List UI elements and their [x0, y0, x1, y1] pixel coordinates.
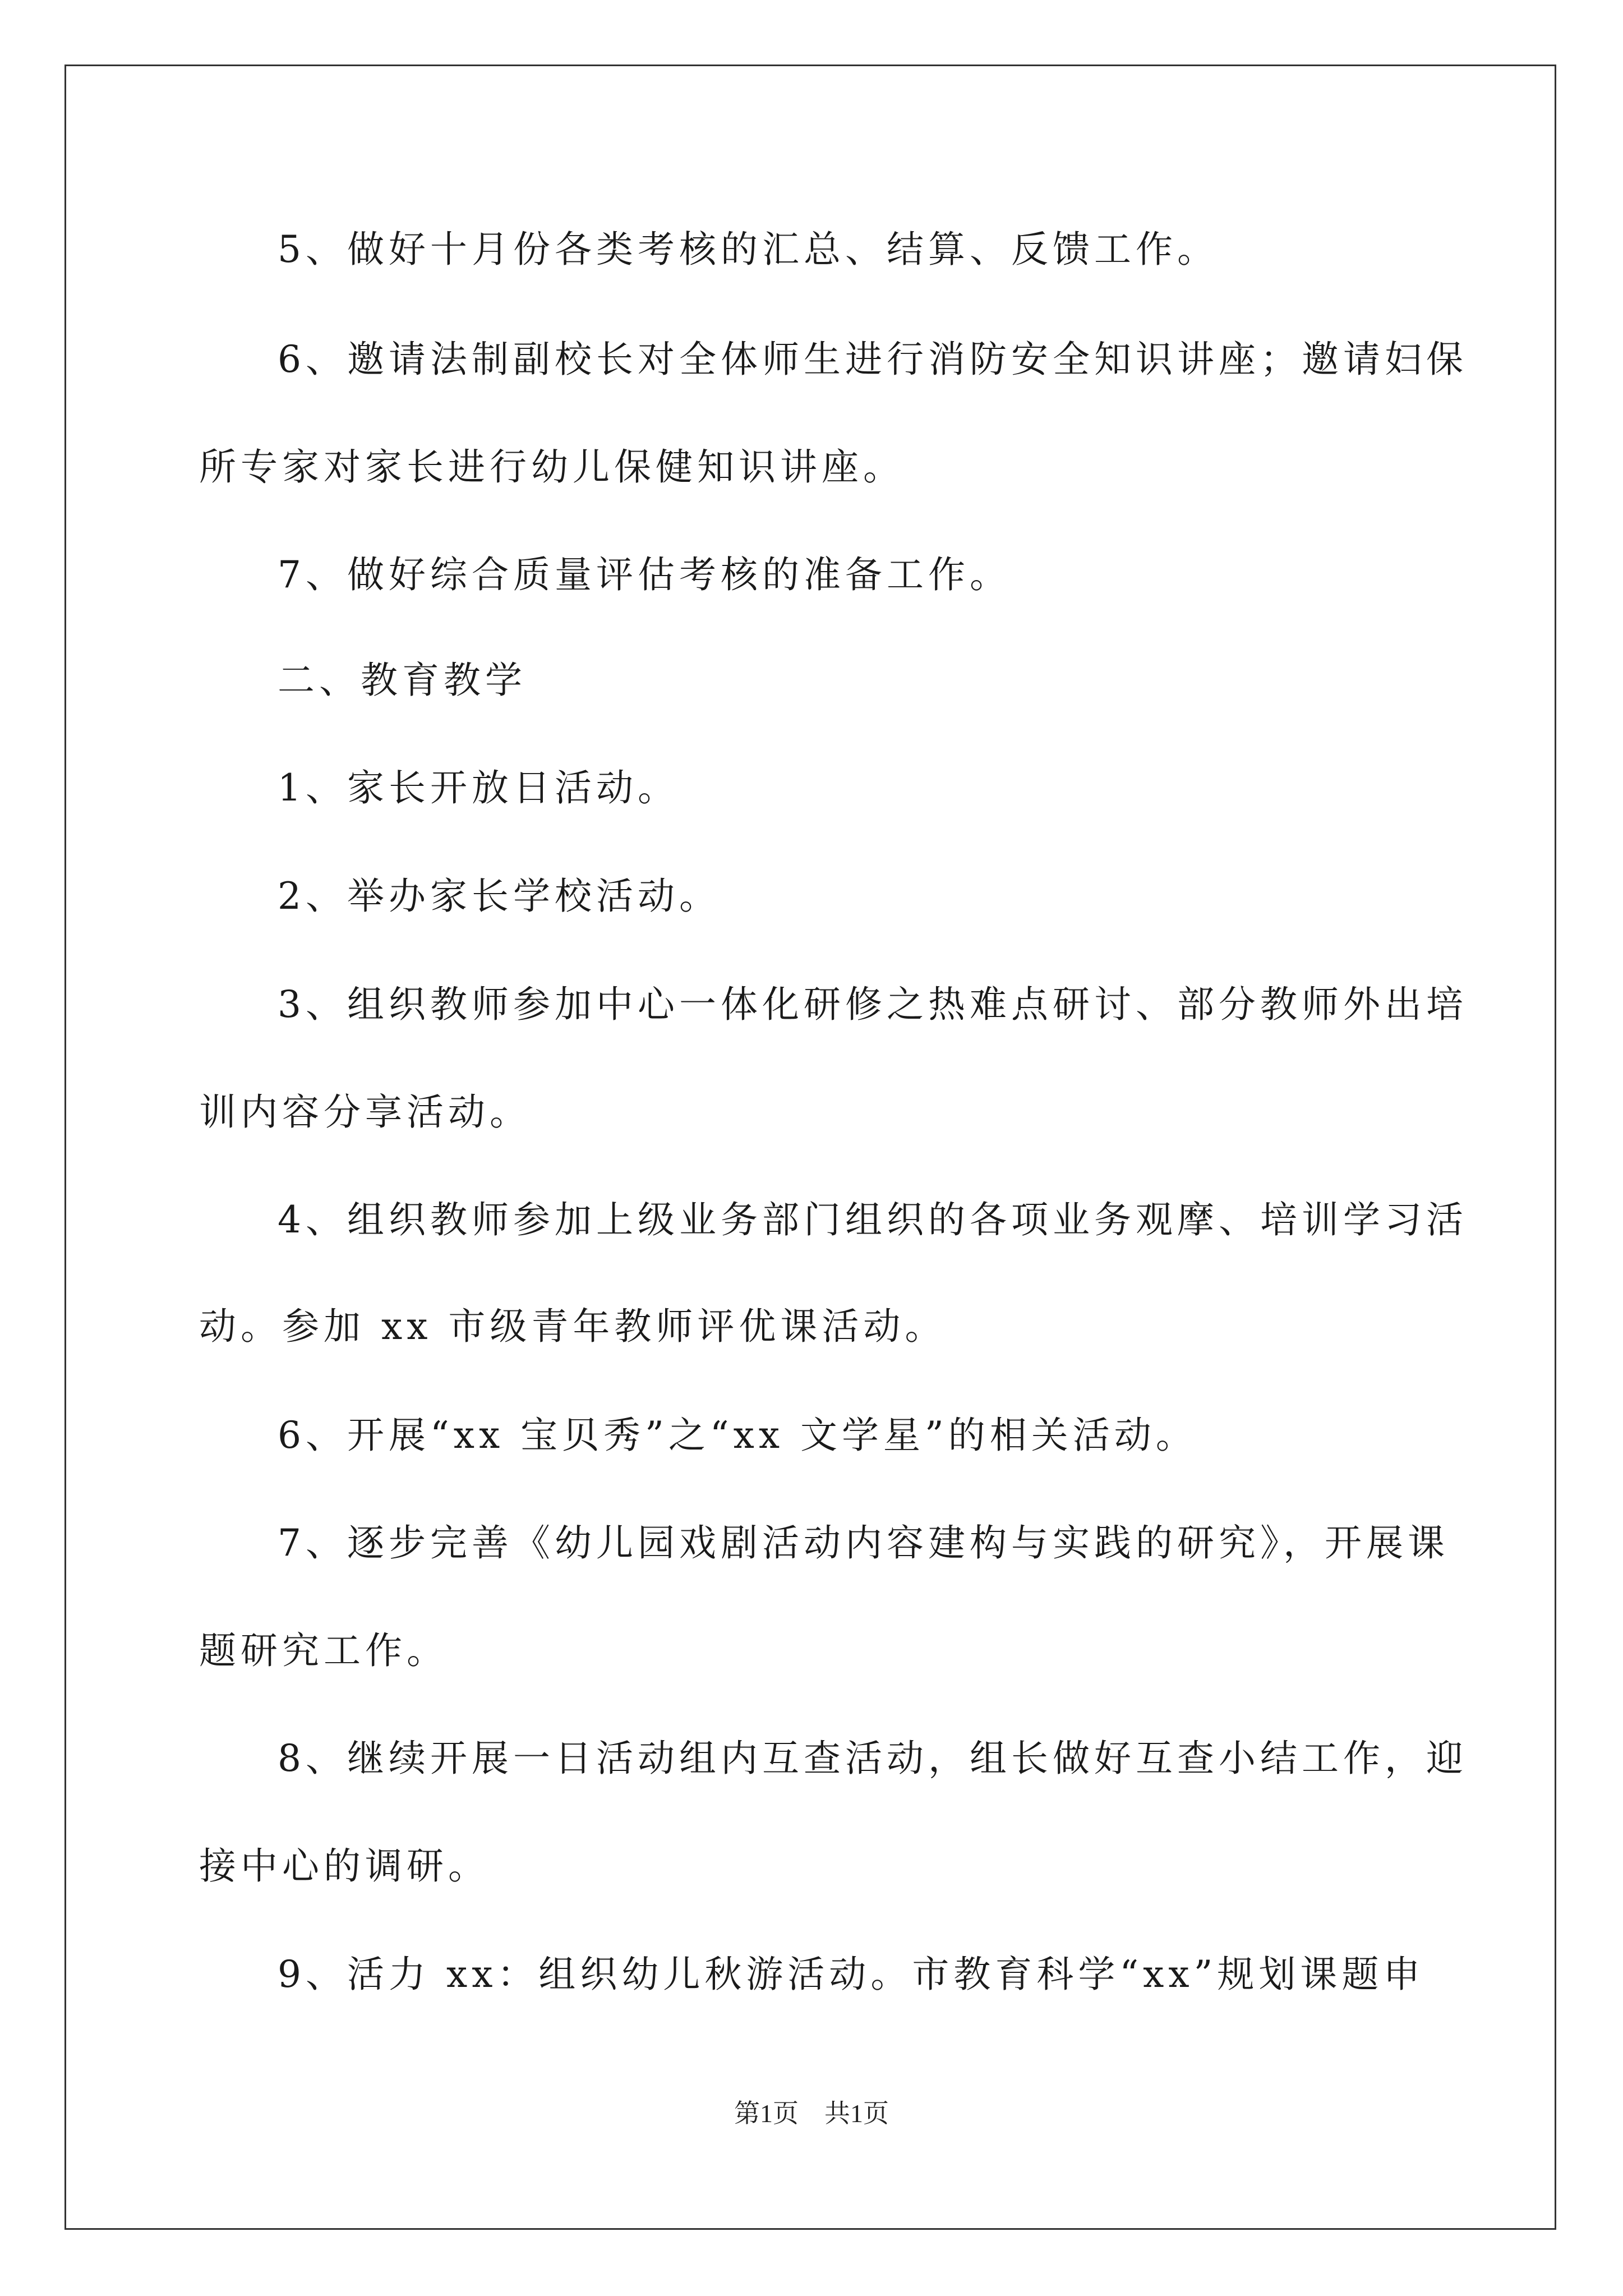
- text-line: 1、家长开放日活动。: [278, 766, 679, 809]
- text-line: 5、做好十月份各类考核的汇总、结算、反馈工作。: [278, 228, 1219, 271]
- section-heading: 二、教育教学: [278, 659, 527, 702]
- text-line: 7、逐步完善《幼儿园戏剧活动内容建构与实践的研究》，开展课: [278, 1521, 1449, 1565]
- text-line: 7、做好综合质量评估考核的准备工作。: [278, 553, 1011, 596]
- page-footer: 第1页 共1页: [734, 2099, 889, 2128]
- page-border: [64, 65, 1556, 2230]
- text-line: 接中心的调研。: [199, 1844, 490, 1888]
- text-line: 6、开展“xx 宝贝秀”之“xx 文学星”的相关活动。: [278, 1414, 1197, 1457]
- text-line: 题研究工作。: [199, 1629, 448, 1672]
- text-line: 6、邀请法制副校长对全体师生进行消防安全知识讲座；邀请妇保: [278, 338, 1468, 381]
- text-line: 9、活力 xx：组织幼儿秋游活动。市教育科学“xx”规划课题申: [278, 1953, 1425, 1996]
- text-line: 2、举办家长学校活动。: [278, 875, 721, 918]
- text-line: 3、组织教师参加中心一体化研修之热难点研讨、部分教师外出培: [278, 983, 1468, 1026]
- text-line: 训内容分享活动。: [199, 1091, 531, 1134]
- text-line: 4、组织教师参加上级业务部门组织的各项业务观摩、培训学习活: [278, 1198, 1468, 1241]
- text-line: 8、继续开展一日活动组内互查活动，组长做好互查小结工作，迎: [278, 1737, 1468, 1780]
- text-line: 动。参加 xx 市级青年教师评优课活动。: [199, 1305, 947, 1348]
- text-line: 所专家对家长进行幼儿保健知识讲座。: [199, 445, 905, 489]
